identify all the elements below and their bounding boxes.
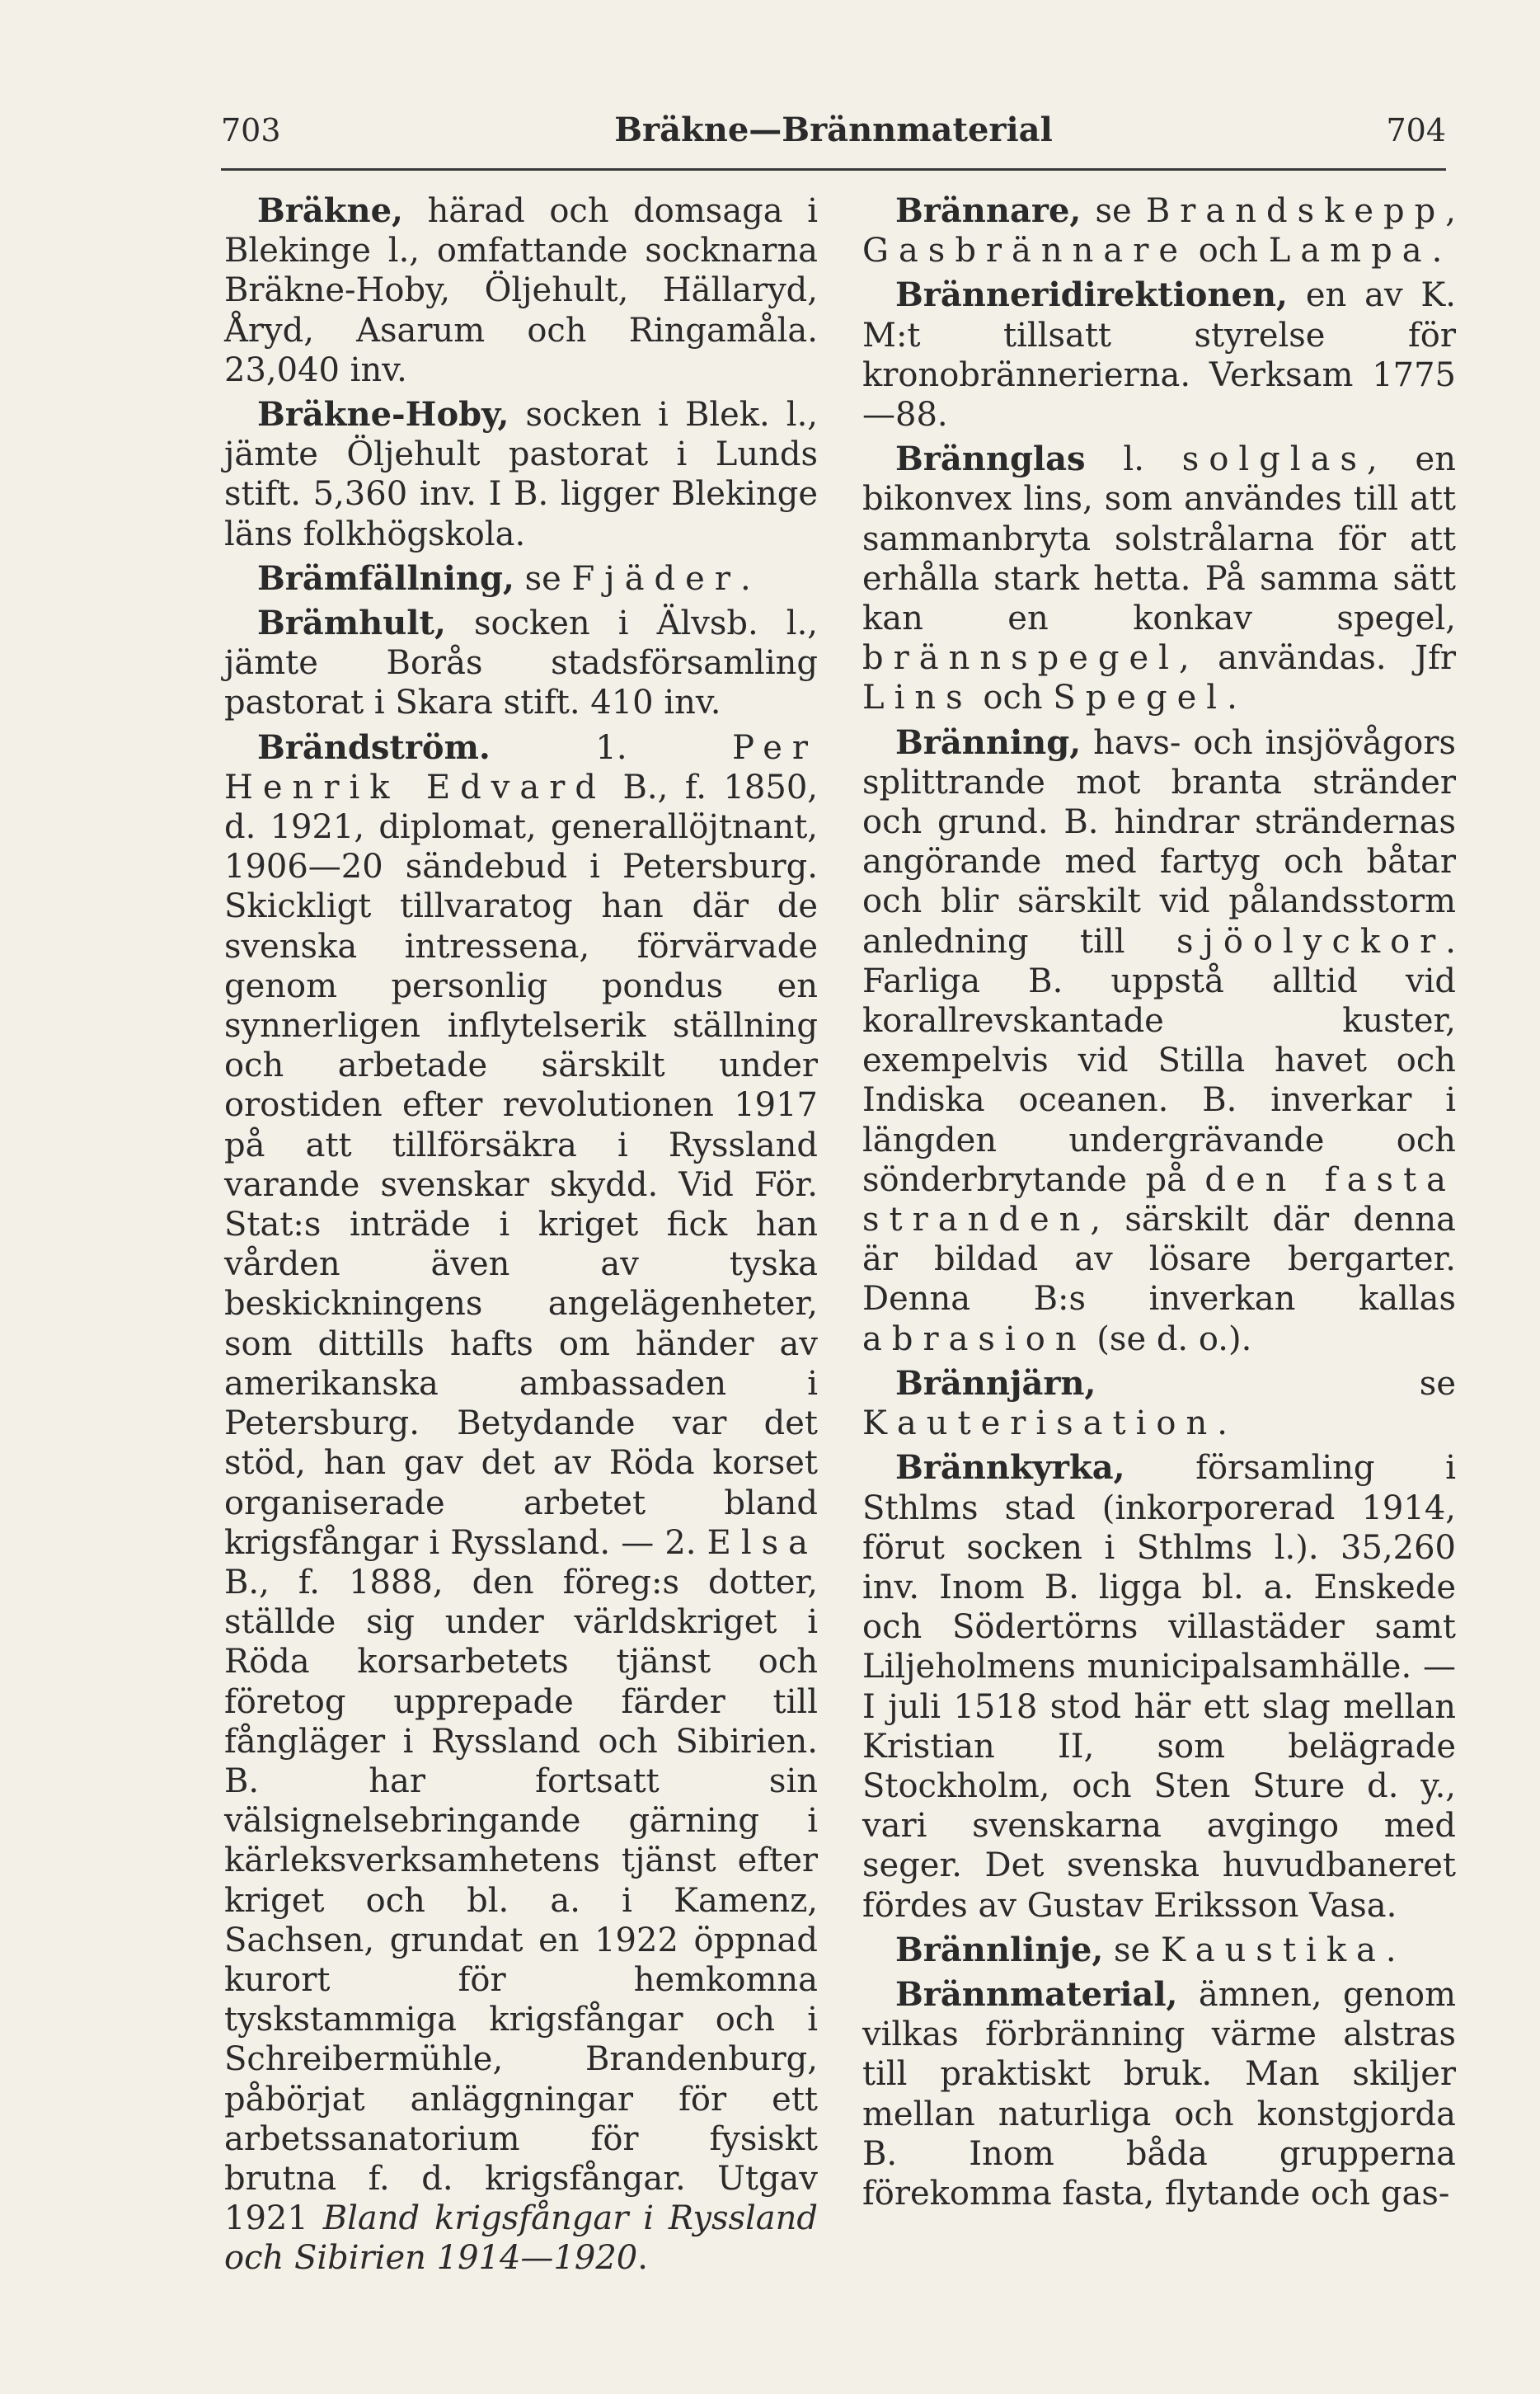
headword: Brämhult,: [257, 604, 446, 643]
left-column: [224, 191, 818, 2283]
entry-brämfällning: [224, 559, 818, 599]
header-rule: [221, 168, 1446, 171]
headword: Brännmaterial,: [895, 1974, 1178, 2014]
headword: Brännjärn,: [895, 1363, 1096, 1403]
entry-text: .: [739, 559, 751, 598]
entry-text: se: [1081, 192, 1146, 230]
cross-reference: Fjäder: [571, 559, 740, 598]
right-column: [862, 191, 1456, 2218]
entry-text: ämnen, genom vilkas förbränning värme alstras till praktiskt bruk. Man skiljer mellan naturliga och konstgjorda B. Inom båda grupperna förekomma fasta, flytande och gas-: [862, 1975, 1456, 2213]
cross-reference: Lins: [862, 679, 973, 717]
entry-text: en av K. M:t tillsatt styrelse för kronobrännerierna. Verksam 1775—88.: [862, 276, 1456, 435]
entry-bräkne-hoby: [224, 395, 818, 554]
entry-text: . Farliga B. uppstå alltid vid korallrevskantade kuster, exempelvis vid Stilla havet och Indiska oceanen. B. inverkar i längden undergrävande och sönderbrytande på: [862, 922, 1456, 1199]
headword: Brännlinje,: [895, 1930, 1104, 1969]
entry-text: l.: [1085, 440, 1182, 479]
entry-brännare: [862, 191, 1456, 270]
entry-text: havs- och insjövågors splittrande mot branta stränder och grund. B. hindrar strändernas angörande med fartyg och båtar och blir särskilt vid pålandsstorm anledning till: [862, 723, 1456, 961]
entry-brännmaterial: [862, 1975, 1456, 2213]
entry-brännkyrka: [862, 1448, 1456, 1925]
spaced-term: den fasta stranden: [862, 1160, 1456, 1239]
entry-text: B., f. 1888, den föreg:s dotter, ställde sig under världskriget i Röda korsarbetets tjänst och företog upprepade färder till fångläger i Ryssland och Sibirien. B. har fortsatt sin välsignelsebringande gärning i kärleksverksamhetens tjänst efter kriget och bl. a. i Kamenz, Sachsen, grundat en 1922 öppnad kurort för hemkomna tyskstammiga krigsfångar och i Schreibermühle, Brandenburg, påbörjat anläggningar för ett arbetssanatorium för fysiskt brutna f. d. krigsfångar. Utgav 1921: [224, 1563, 818, 2238]
entry-text: , en bikonvex lins, som användes till att sammanbryta solstrålarna för att erhålla stark hetta. På samma sätt kan en konkav spegel,: [862, 440, 1456, 638]
headword: Brännare,: [895, 191, 1082, 230]
entry-text: socken i Älvsb. l., jämte Borås stadsförsamling pastorat i Skara stift. 410 inv.: [224, 604, 818, 722]
entry-brännlinje: [862, 1931, 1456, 1970]
entry-brämhult: [224, 604, 818, 723]
entry-bräkne: [224, 191, 818, 390]
cross-reference: Kauterisation: [862, 1404, 1218, 1443]
spaced-term: abrasion: [862, 1319, 1087, 1358]
cross-reference: Kaustika: [1160, 1931, 1386, 1969]
entry-bränneridirektionen: [862, 275, 1456, 435]
headword: Brännglas: [895, 440, 1086, 479]
entry-text: .: [1431, 232, 1443, 270]
running-title: Bräkne—Brännmaterial: [614, 111, 1053, 149]
entry-text: .: [1227, 679, 1237, 717]
cross-reference: Lampa: [1268, 232, 1432, 270]
entry-text: 1.: [490, 728, 733, 767]
entry-text: , särskilt där denna är bildad av lösare bergarter. Denna B:s inverkan kallas: [862, 1201, 1456, 1319]
spaced-term: sjöolyckor: [1176, 922, 1446, 961]
spaced-term: brännspegel: [862, 639, 1179, 678]
entry-text: B., f. 1850, d. 1921, diplomat, generallöjtnant, 1906—20 sändebud i Petersburg. Skickligt tillvaratog han där de svenska intressena, förvärvade genom personlig pondus en synnerligen inflytelserik ställning och arbetade särskilt under orostiden efter revolutionen 1917 på att tillförsäkra i Ryssland varande svenskar skydd. Vid För. Stat:s inträde i kriget fick han vården även av tyska beskickningens angelägenheter, som dittills hafts om händer av amerikanska ambassaden i Petersburg. Betydande var det stöd, han gav det av Röda korset organiserade arbetet bland krigsfångar i Ryssland. — 2.: [224, 768, 818, 1562]
entry-brändström: [224, 728, 818, 2279]
entry-text: socken i Blek. l., jämte Öljehult pastorat i Lunds stift. 5,360 inv. I B. ligger Blekinge läns folkhögskola.: [224, 396, 818, 553]
person-name: Per Henrik Edvard: [224, 728, 818, 807]
entry-text: se: [1096, 1364, 1456, 1403]
headword: Bränning,: [895, 722, 1082, 762]
headword: Bränneridirektionen,: [895, 275, 1288, 315]
entry-text: församling i Sthlms stad (inkorporerad 1914, förut socken i Sthlms l.). 35,260 inv. Inom B. ligga bl. a. Enskede och Södertörns villastäder samt Liljeholmens municipalsamhälle. — I juli 1518 stod här ett slag mellan Kristian II, som belägrade Stockholm, och Sten Sture d. y., vari svenskarna avgingo med seger. Det svenska huvudbaneret fördes av Gustav Eriksson Vasa.: [862, 1449, 1456, 1925]
entry-text: , användas. Jfr: [1178, 639, 1456, 678]
entry-brännglas: [862, 440, 1456, 717]
headword: Bräkne,: [257, 191, 403, 230]
page-number-right: 704: [1386, 112, 1446, 148]
entry-text: och: [972, 679, 1054, 717]
headword: Brännkyrka,: [895, 1448, 1125, 1488]
entry-text: ,: [1445, 192, 1456, 230]
page-number-left: 703: [221, 112, 281, 148]
headword: Brändström.: [257, 727, 491, 767]
entry-text: se: [514, 559, 572, 598]
cross-reference: Gasbrännare: [862, 232, 1189, 270]
entry-brännjärn: [862, 1364, 1456, 1443]
work-title: Bland krigsfångar i Ryssland och Sibirien 1914—1920: [224, 2199, 819, 2278]
entry-bränning: [862, 723, 1456, 1359]
entry-text: .: [1385, 1931, 1397, 1969]
headword: Bräkne-Hoby,: [257, 395, 509, 435]
entry-text: härad och domsaga i Blekinge l., omfattande socknarna Bräkne-Hoby, Öljehult, Hällaryd, Åryd, Asarum och Ringamåla. 23,040 inv.: [224, 192, 818, 389]
entry-text: se: [1103, 1931, 1161, 1969]
cross-reference: Spegel: [1053, 679, 1228, 717]
entry-text: (se d. o.).: [1086, 1319, 1252, 1358]
entry-text: och: [1188, 232, 1269, 270]
page-header: [221, 106, 1446, 155]
spaced-term: solglas: [1181, 440, 1367, 479]
entry-text: .: [1217, 1404, 1228, 1443]
cross-reference: Brandskepp: [1145, 192, 1446, 230]
person-name: Elsa: [707, 1523, 818, 1562]
headword: Brämfällning,: [257, 558, 514, 598]
entry-text: .: [637, 2239, 648, 2278]
